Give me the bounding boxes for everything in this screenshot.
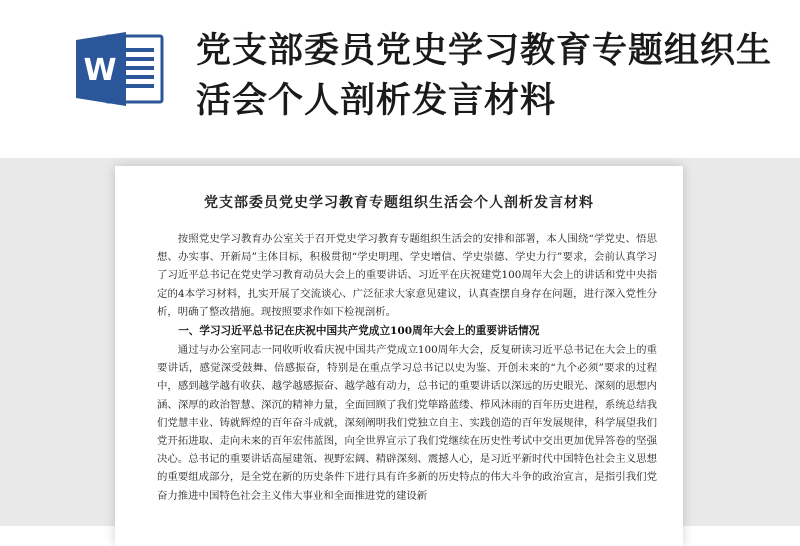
word-document-icon <box>76 32 164 106</box>
section-paragraph: 通过与办公室同志一同收听收看庆祝中国共产党成立100周年大会，反复研读习近平总书记在大会上的重要讲话，感觉深受鼓舞、倍感振奋，特别是在重点学习总书记以史为鉴、开创未来的“九个必须”要求的过程中，感到越学越有收获、越学越感振奋、越学越有动力，总书记的重要讲话以深远的历史眼光、深刻的思想内涵、深厚的政治智慧、深沉的精神力量，全面回顾了我们党筚路蓝缕、栉风沐雨的百年历史进程，系统总结我们党慧丰业、铸就辉煌的百年奋斗成就，深刻阐明我们党独立自主、实践创造的百年发展规律，科学展望我们党开拓进取、走向未来的百年宏伟蓝图，向全世界宣示了我们党继续在历史性考试中交出更加优异答卷的坚强决心。总书记的重要讲话高屋建瓴、视野宏阔、精辟深刻、震撼人心，是习近平新时代中国特色社会主义思想的重要组成部分，是全党在新的历史条件下进行具有许多新的历史特点的伟大斗争的政治宣言，是指引我们党奋力推进中国特色社会主义伟大事业和全面推进党的建设新 <box>157 344 657 502</box>
word-icon-letter: W <box>83 53 117 88</box>
page-title: 党支部委员党史学习教育专题组织生活会个人剖析发言材料 <box>196 31 773 121</box>
document-title: 党支部委员党史学习教育专题组织生活会个人剖析发言材料 <box>204 195 594 211</box>
intro-paragraph: 按照党史学习教育办公室关于召开党史学习教育专题组织生活会的安排和部署，本人围绕“学党史、悟思想、办实事、开新局”主体目标，积极贯彻“学史明理、学史增信、学史崇德、学史力行”要求，会前认真学习了习近平总书记在党史学习教育动员大会上的重要讲话、习近平在庆祝建党100周年大会上的讲话和党中央指定的4本学习材料，扎实开展了交流谈心、广泛征求大家意见建议，认真查摆自身存在问题，进行深入党性分析，明确了整改措施。现按照要求作如下检视剖析。 <box>157 233 657 318</box>
document-page <box>115 166 683 546</box>
section-heading: 一、学习习近平总书记在庆祝中国共产党成立100周年大会上的重要讲话情况 <box>178 325 540 338</box>
document-body <box>157 230 657 505</box>
